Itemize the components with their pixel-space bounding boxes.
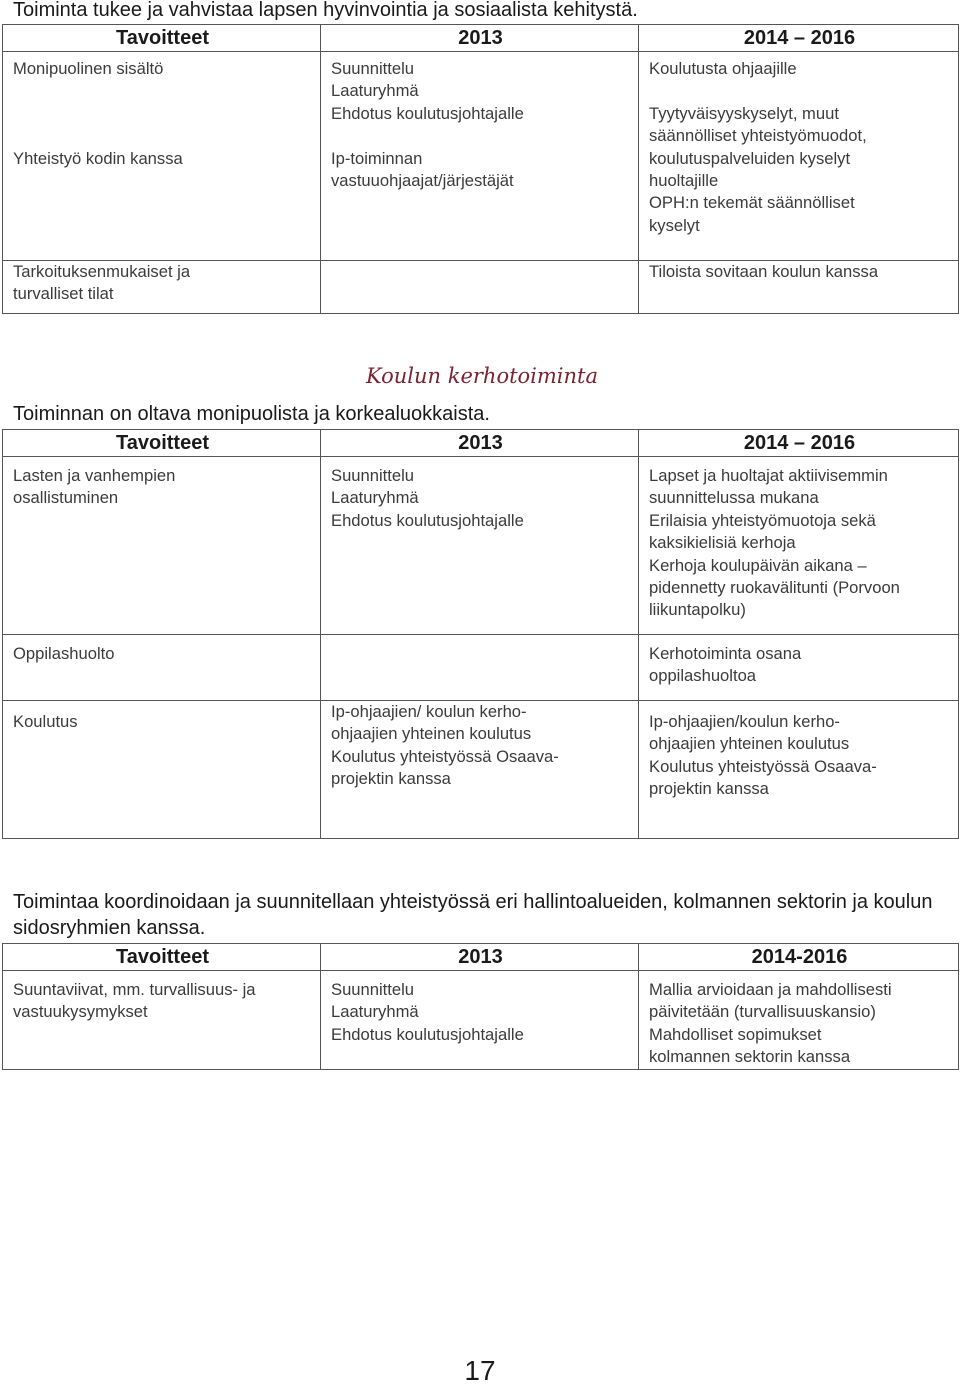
plan-2014-cell: Koulutusta ohjaajille Tyytyväisyyskyselyt, muut säännölliset yhteistyömuodot, koulutuspalveluiden kyselyt huoltajille OPH:n tekemät säännölliset kyselyt — [639, 52, 959, 261]
plan-2014-cell: Mallia arvioidaan ja mahdollisesti päivitetään (turvallisuuskansio) Mahdolliset sopimukset kolmannen sektorin kanssa — [639, 971, 959, 1070]
header-2013: 2013 — [321, 944, 639, 971]
table-row — [3, 971, 959, 1070]
plan-2014-cell: Tiloista sovitaan koulun kanssa — [639, 260, 959, 313]
plan-2013-cell — [321, 260, 639, 313]
section2-table — [2, 429, 959, 839]
plan-2014-cell: Kerhotoiminta osana oppilashuoltoa — [639, 635, 959, 701]
plan-2014-cell: Lapset ja huoltajat aktiivisemmin suunnittelussa mukana Erilaisia yhteistyömuotoja sekä kaksikielisiä kerhoja Kerhoja koulupäivän aikana – pidennetty ruokavälitunti (Porvoon liikuntapolku) — [639, 457, 959, 635]
table-row — [3, 52, 959, 261]
table-header-row — [3, 25, 959, 52]
header-2013: 2013 — [321, 430, 639, 457]
table-row — [3, 457, 959, 635]
goal-cell: Tarkoituksenmukaiset ja turvalliset tilat — [3, 260, 321, 313]
header-2014-2016: 2014 – 2016 — [639, 25, 959, 52]
plan-2013-cell — [321, 635, 639, 701]
goal-cell: Suuntaviivat, mm. turvallisuus- ja vastuukysymykset — [3, 971, 321, 1070]
plan-2013-cell: Suunnittelu Laaturyhmä Ehdotus koulutusjohtajalle Ip-toiminnan vastuuohjaajat/järjestäjät — [321, 52, 639, 261]
table-header-row — [3, 944, 959, 971]
section2-intro: Toiminnan on oltava monipuolista ja korkealuokkaista. — [13, 403, 490, 425]
section-heading: Koulun kerhotoiminta — [366, 364, 599, 388]
section1-intro: Toiminta tukee ja vahvistaa lapsen hyvinvointia ja sosiaalista kehitystä. — [13, 0, 638, 21]
header-goals: Tavoitteet — [3, 944, 321, 971]
header-2014-2016: 2014-2016 — [639, 944, 959, 971]
goal-cell: Monipuolinen sisältö Yhteistyö kodin kanssa — [3, 52, 321, 261]
plan-2013-cell: Ip-ohjaajien/ koulun kerho- ohjaajien yhteinen koulutus Koulutus yhteistyössä Osaava- projektin kanssa — [321, 701, 639, 839]
table-row — [3, 701, 959, 839]
header-2013: 2013 — [321, 25, 639, 52]
header-goals: Tavoitteet — [3, 25, 321, 52]
goal-cell: Lasten ja vanhempien osallistuminen — [3, 457, 321, 635]
goal-cell: Koulutus — [3, 701, 321, 839]
plan-2014-cell: Ip-ohjaajien/koulun kerho- ohjaajien yhteinen koulutus Koulutus yhteistyössä Osaava- projektin kanssa — [639, 701, 959, 839]
table-row — [3, 260, 959, 313]
plan-2013-cell: Suunnittelu Laaturyhmä Ehdotus koulutusjohtajalle — [321, 971, 639, 1070]
goal-cell: Oppilashuolto — [3, 635, 321, 701]
section1-table — [2, 24, 959, 314]
table-row — [3, 635, 959, 701]
header-goals: Tavoitteet — [3, 430, 321, 457]
header-2014-2016: 2014 – 2016 — [639, 430, 959, 457]
page-number: 17 — [464, 1355, 496, 1386]
section3-table — [2, 943, 959, 1070]
plan-2013-cell: Suunnittelu Laaturyhmä Ehdotus koulutusjohtajalle — [321, 457, 639, 635]
table-header-row — [3, 430, 959, 457]
section3-intro: Toimintaa koordinoidaan ja suunnitellaan yhteistyössä eri hallintoalueiden, kolmannen sektorin ja koulun sidosryhmien kanssa. — [13, 891, 933, 939]
